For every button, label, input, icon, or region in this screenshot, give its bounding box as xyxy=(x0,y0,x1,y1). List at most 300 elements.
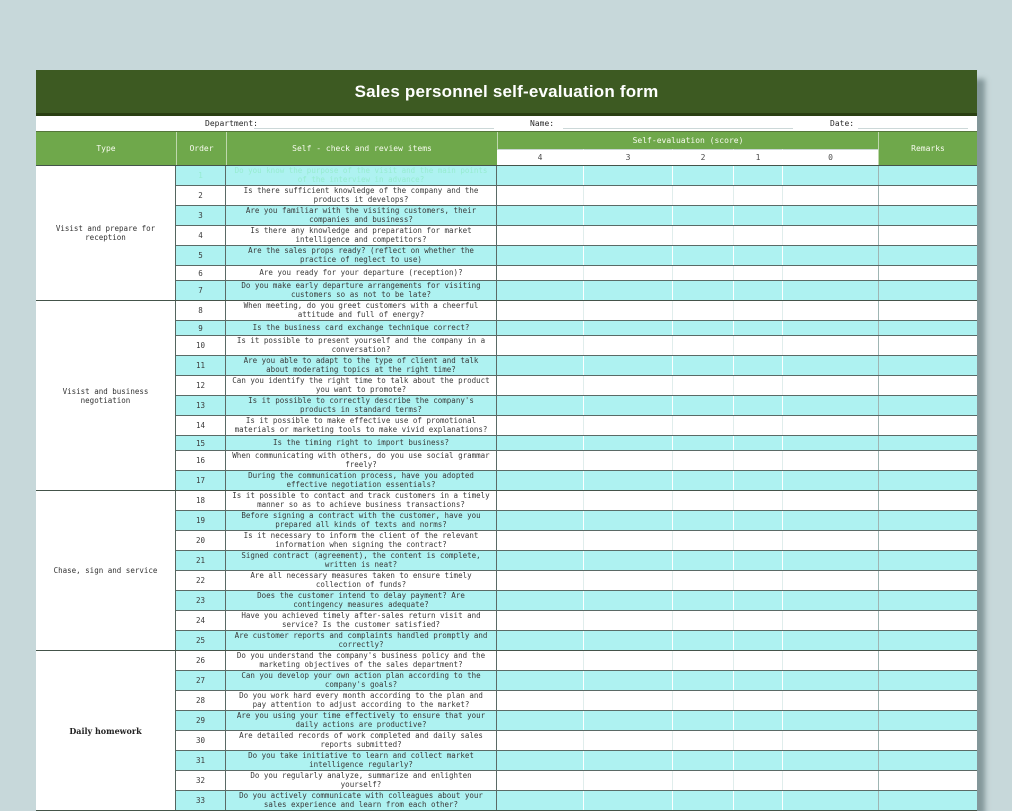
score-cell-4[interactable] xyxy=(497,611,583,630)
score-cell-4[interactable] xyxy=(497,356,583,375)
score-cell-2[interactable] xyxy=(672,751,733,770)
item-text-cell: Are you able to adapt to the type of client and talk about moderating topics at the right time? xyxy=(226,356,497,375)
score-cell-2[interactable] xyxy=(672,531,733,550)
table-row xyxy=(176,790,977,810)
department-input-line[interactable] xyxy=(254,127,494,129)
score-cell-2[interactable] xyxy=(672,416,733,435)
score-cell-4[interactable] xyxy=(497,471,583,490)
score-cell-4[interactable] xyxy=(497,671,583,690)
score-cell-2[interactable] xyxy=(672,166,733,185)
table-row xyxy=(176,750,977,770)
table-header xyxy=(36,131,977,166)
score-cell-4[interactable] xyxy=(497,491,583,510)
score-cell-3[interactable] xyxy=(583,226,672,245)
table-row xyxy=(176,730,977,750)
remarks-cell[interactable] xyxy=(878,731,977,750)
item-text-cell: Are customer reports and complaints handled promptly and correctly? xyxy=(226,631,497,650)
score-cell-3[interactable] xyxy=(583,186,672,205)
item-text-cell: Do you work hard every month according to the plan and pay attention to adjust according to the market? xyxy=(226,691,497,710)
row-group xyxy=(36,490,977,650)
score-cell-4[interactable] xyxy=(497,731,583,750)
score-cell-4[interactable] xyxy=(497,631,583,650)
score-cell-3[interactable] xyxy=(583,321,672,335)
score-cell-1[interactable] xyxy=(733,266,782,280)
score-cell-1[interactable] xyxy=(733,246,782,265)
score-cell-0[interactable] xyxy=(782,531,878,550)
score-cell-3[interactable] xyxy=(583,281,672,300)
score-cell-2[interactable] xyxy=(672,436,733,450)
score-cell-0[interactable] xyxy=(782,166,878,185)
score-cell-4[interactable] xyxy=(497,551,583,570)
score-cell-1[interactable] xyxy=(733,301,782,320)
score-cell-2[interactable] xyxy=(672,571,733,590)
score-cell-3[interactable] xyxy=(583,711,672,730)
remarks-cell[interactable] xyxy=(878,691,977,710)
score-cell-3[interactable] xyxy=(583,206,672,225)
table-row xyxy=(176,245,977,265)
remarks-cell[interactable] xyxy=(878,571,977,590)
score-cell-1[interactable] xyxy=(733,511,782,530)
score-cell-4[interactable] xyxy=(497,771,583,790)
score-cell-0[interactable] xyxy=(782,416,878,435)
order-cell: 1 xyxy=(176,166,226,185)
remarks-cell[interactable] xyxy=(878,356,977,375)
score-cell-2[interactable] xyxy=(672,511,733,530)
remarks-cell[interactable] xyxy=(878,511,977,530)
score-cell-4[interactable] xyxy=(497,451,583,470)
item-text-cell: Is it possible to present yourself and the company in a conversation? xyxy=(226,336,497,355)
name-input-line[interactable] xyxy=(563,127,793,129)
score-cell-3[interactable] xyxy=(583,751,672,770)
score-cell-1[interactable] xyxy=(733,691,782,710)
order-cell: 29 xyxy=(176,711,226,730)
score-cell-3[interactable] xyxy=(583,631,672,650)
score-cell-1[interactable] xyxy=(733,416,782,435)
item-text-cell: During the communication process, have you adopted effective negotiation essentials? xyxy=(226,471,497,490)
score-cell-4[interactable] xyxy=(497,571,583,590)
remarks-cell[interactable] xyxy=(878,301,977,320)
score-cell-1[interactable] xyxy=(733,631,782,650)
score-cell-1[interactable] xyxy=(733,336,782,355)
table-row xyxy=(176,530,977,550)
remarks-cell[interactable] xyxy=(878,451,977,470)
score-cell-0[interactable] xyxy=(782,631,878,650)
score-cell-3[interactable] xyxy=(583,531,672,550)
score-cell-0[interactable] xyxy=(782,491,878,510)
score-cell-0[interactable] xyxy=(782,611,878,630)
header-score-4: 4 xyxy=(497,149,583,165)
score-cell-4[interactable] xyxy=(497,336,583,355)
score-cell-4[interactable] xyxy=(497,531,583,550)
score-cell-3[interactable] xyxy=(583,611,672,630)
score-cell-1[interactable] xyxy=(733,611,782,630)
score-cell-2[interactable] xyxy=(672,591,733,610)
item-text-cell: Do you actively communicate with colleagues about your sales experience and learn from each other? xyxy=(226,791,497,810)
score-cell-2[interactable] xyxy=(672,691,733,710)
item-text-cell: Are you using your time effectively to ensure that your daily actions are productive? xyxy=(226,711,497,730)
score-cell-2[interactable] xyxy=(672,206,733,225)
score-cell-3[interactable] xyxy=(583,571,672,590)
remarks-cell[interactable] xyxy=(878,226,977,245)
score-cell-3[interactable] xyxy=(583,301,672,320)
score-cell-3[interactable] xyxy=(583,436,672,450)
item-text-cell: Before signing a contract with the customer, have you prepared all kinds of texts and norms? xyxy=(226,511,497,530)
score-cell-3[interactable] xyxy=(583,336,672,355)
score-cell-0[interactable] xyxy=(782,451,878,470)
score-cell-2[interactable] xyxy=(672,791,733,810)
score-cell-1[interactable] xyxy=(733,281,782,300)
item-text-cell: Is there sufficient knowledge of the company and the products it develops? xyxy=(226,186,497,205)
remarks-cell[interactable] xyxy=(878,791,977,810)
order-cell: 17 xyxy=(176,471,226,490)
remarks-cell[interactable] xyxy=(878,186,977,205)
item-text-cell: Have you achieved timely after-sales return visit and service? Is the customer satisfied? xyxy=(226,611,497,630)
score-cell-3[interactable] xyxy=(583,551,672,570)
table-row xyxy=(176,265,977,280)
remarks-cell[interactable] xyxy=(878,651,977,670)
evaluation-form-sheet xyxy=(36,70,977,811)
remarks-cell[interactable] xyxy=(878,531,977,550)
score-cell-0[interactable] xyxy=(782,396,878,415)
score-cell-3[interactable] xyxy=(583,266,672,280)
remarks-cell[interactable] xyxy=(878,771,977,790)
item-text-cell: Are the sales props ready? (reflect on whether the practice of neglect to use) xyxy=(226,246,497,265)
score-cell-2[interactable] xyxy=(672,631,733,650)
table-row xyxy=(176,301,977,320)
score-cell-2[interactable] xyxy=(672,491,733,510)
item-text-cell: Are you familiar with the visiting customers, their companies and business? xyxy=(226,206,497,225)
score-cell-4[interactable] xyxy=(497,206,583,225)
order-cell: 14 xyxy=(176,416,226,435)
score-cell-0[interactable] xyxy=(782,711,878,730)
table-row xyxy=(176,450,977,470)
score-cell-3[interactable] xyxy=(583,396,672,415)
score-cell-3[interactable] xyxy=(583,356,672,375)
score-cell-1[interactable] xyxy=(733,226,782,245)
item-text-cell: Are all necessary measures taken to ensure timely collection of funds? xyxy=(226,571,497,590)
score-cell-4[interactable] xyxy=(497,186,583,205)
order-cell: 25 xyxy=(176,631,226,650)
score-cell-1[interactable] xyxy=(733,591,782,610)
order-cell: 10 xyxy=(176,336,226,355)
score-cell-0[interactable] xyxy=(782,281,878,300)
score-cell-3[interactable] xyxy=(583,691,672,710)
score-cell-2[interactable] xyxy=(672,396,733,415)
table-row xyxy=(176,335,977,355)
score-cell-2[interactable] xyxy=(672,671,733,690)
score-cell-1[interactable] xyxy=(733,491,782,510)
score-cell-3[interactable] xyxy=(583,731,672,750)
date-input-line[interactable] xyxy=(858,127,968,129)
score-cell-2[interactable] xyxy=(672,711,733,730)
table-row xyxy=(176,320,977,335)
score-cell-2[interactable] xyxy=(672,321,733,335)
score-cell-1[interactable] xyxy=(733,451,782,470)
score-cell-4[interactable] xyxy=(497,396,583,415)
score-cell-2[interactable] xyxy=(672,226,733,245)
remarks-cell[interactable] xyxy=(878,246,977,265)
row-group xyxy=(36,650,977,810)
score-cell-4[interactable] xyxy=(497,691,583,710)
score-cell-0[interactable] xyxy=(782,356,878,375)
score-cell-0[interactable] xyxy=(782,551,878,570)
order-cell: 23 xyxy=(176,591,226,610)
remarks-cell[interactable] xyxy=(878,491,977,510)
score-cell-1[interactable] xyxy=(733,321,782,335)
remarks-cell[interactable] xyxy=(878,396,977,415)
header-score-0: 0 xyxy=(782,149,878,165)
score-cell-4[interactable] xyxy=(497,651,583,670)
header-score-3: 3 xyxy=(583,149,672,165)
remarks-cell[interactable] xyxy=(878,671,977,690)
score-cell-4[interactable] xyxy=(497,226,583,245)
item-text-cell: Can you identify the right time to talk about the product you want to promote? xyxy=(226,376,497,395)
order-cell: 22 xyxy=(176,571,226,590)
score-cell-2[interactable] xyxy=(672,651,733,670)
score-cell-2[interactable] xyxy=(672,611,733,630)
table-row xyxy=(176,630,977,650)
score-cell-4[interactable] xyxy=(497,321,583,335)
order-cell: 5 xyxy=(176,246,226,265)
item-text-cell: When communicating with others, do you use social grammar freely? xyxy=(226,451,497,470)
table-row xyxy=(176,355,977,375)
score-cell-3[interactable] xyxy=(583,451,672,470)
score-cell-0[interactable] xyxy=(782,336,878,355)
order-cell: 7 xyxy=(176,281,226,300)
item-text-cell: Is it possible to correctly describe the company's products in standard terms? xyxy=(226,396,497,415)
item-text-cell: Is it possible to contact and track customers in a timely manner so as to achieve business transactions? xyxy=(226,491,497,510)
score-cell-1[interactable] xyxy=(733,671,782,690)
score-cell-4[interactable] xyxy=(497,166,583,185)
remarks-cell[interactable] xyxy=(878,436,977,450)
order-cell: 16 xyxy=(176,451,226,470)
score-cell-0[interactable] xyxy=(782,186,878,205)
order-cell: 3 xyxy=(176,206,226,225)
score-cell-1[interactable] xyxy=(733,376,782,395)
table-row xyxy=(176,205,977,225)
remarks-cell[interactable] xyxy=(878,611,977,630)
score-cell-2[interactable] xyxy=(672,376,733,395)
header-type: Type xyxy=(96,144,116,153)
score-cell-3[interactable] xyxy=(583,591,672,610)
score-cell-1[interactable] xyxy=(733,471,782,490)
item-text-cell: Do you take initiative to learn and collect market intelligence regularly? xyxy=(226,751,497,770)
item-text-cell: Does the customer intend to delay payment? Are contingency measures adequate? xyxy=(226,591,497,610)
remarks-cell[interactable] xyxy=(878,166,977,185)
score-cell-0[interactable] xyxy=(782,671,878,690)
order-cell: 31 xyxy=(176,751,226,770)
score-cell-4[interactable] xyxy=(497,436,583,450)
remarks-cell[interactable] xyxy=(878,266,977,280)
remarks-cell[interactable] xyxy=(878,551,977,570)
order-cell: 11 xyxy=(176,356,226,375)
score-cell-2[interactable] xyxy=(672,471,733,490)
score-cell-0[interactable] xyxy=(782,301,878,320)
score-cell-2[interactable] xyxy=(672,451,733,470)
header-items: Self - check and review items xyxy=(226,132,497,165)
score-cell-1[interactable] xyxy=(733,651,782,670)
score-cell-4[interactable] xyxy=(497,711,583,730)
score-cell-4[interactable] xyxy=(497,376,583,395)
score-cell-1[interactable] xyxy=(733,396,782,415)
score-cell-0[interactable] xyxy=(782,651,878,670)
score-cell-4[interactable] xyxy=(497,301,583,320)
score-cell-4[interactable] xyxy=(497,266,583,280)
score-cell-3[interactable] xyxy=(583,416,672,435)
score-cell-3[interactable] xyxy=(583,166,672,185)
remarks-cell[interactable] xyxy=(878,591,977,610)
order-cell: 28 xyxy=(176,691,226,710)
score-cell-2[interactable] xyxy=(672,356,733,375)
score-cell-3[interactable] xyxy=(583,651,672,670)
item-text-cell: Can you develop your own action plan according to the company's goals? xyxy=(226,671,497,690)
header-remarks: Remarks xyxy=(878,132,977,165)
table-row xyxy=(176,651,977,670)
order-cell: 27 xyxy=(176,671,226,690)
score-cell-2[interactable] xyxy=(672,186,733,205)
item-text-cell: Are you ready for your departure (reception)? xyxy=(226,266,497,280)
order-cell: 15 xyxy=(176,436,226,450)
remarks-cell[interactable] xyxy=(878,281,977,300)
remarks-cell[interactable] xyxy=(878,206,977,225)
score-cell-0[interactable] xyxy=(782,436,878,450)
table-row xyxy=(176,550,977,570)
header-score-group: Self-evaluation (score) xyxy=(497,132,878,149)
score-cell-0[interactable] xyxy=(782,691,878,710)
score-cell-2[interactable] xyxy=(672,731,733,750)
score-cell-0[interactable] xyxy=(782,771,878,790)
score-cell-1[interactable] xyxy=(733,751,782,770)
score-cell-0[interactable] xyxy=(782,206,878,225)
score-cell-1[interactable] xyxy=(733,531,782,550)
order-cell: 24 xyxy=(176,611,226,630)
score-cell-1[interactable] xyxy=(733,186,782,205)
score-cell-2[interactable] xyxy=(672,771,733,790)
score-cell-4[interactable] xyxy=(497,511,583,530)
score-cell-4[interactable] xyxy=(497,281,583,300)
remarks-cell[interactable] xyxy=(878,336,977,355)
date-label: Date: xyxy=(830,119,855,128)
item-text-cell: Do you regularly analyze, summarize and enlighten yourself? xyxy=(226,771,497,790)
remarks-cell[interactable] xyxy=(878,711,977,730)
score-cell-0[interactable] xyxy=(782,751,878,770)
score-cell-4[interactable] xyxy=(497,751,583,770)
item-text-cell: When meeting, do you greet customers with a cheerful attitude and full of energy? xyxy=(226,301,497,320)
score-cell-4[interactable] xyxy=(497,591,583,610)
order-cell: 8 xyxy=(176,301,226,320)
score-cell-3[interactable] xyxy=(583,791,672,810)
score-cell-0[interactable] xyxy=(782,321,878,335)
score-cell-1[interactable] xyxy=(733,711,782,730)
score-cell-3[interactable] xyxy=(583,376,672,395)
score-cell-4[interactable] xyxy=(497,416,583,435)
order-cell: 4 xyxy=(176,226,226,245)
score-cell-1[interactable] xyxy=(733,206,782,225)
header-score-1: 1 xyxy=(733,149,782,165)
name-label: Name: xyxy=(530,119,555,128)
item-text-cell: Signed contract (agreement), the content is complete, written is neat? xyxy=(226,551,497,570)
score-cell-1[interactable] xyxy=(733,551,782,570)
score-cell-3[interactable] xyxy=(583,671,672,690)
score-cell-1[interactable] xyxy=(733,166,782,185)
score-cell-0[interactable] xyxy=(782,591,878,610)
score-cell-3[interactable] xyxy=(583,491,672,510)
remarks-cell[interactable] xyxy=(878,471,977,490)
item-text-cell: Is it necessary to inform the client of the relevant information when signing the contract? xyxy=(226,531,497,550)
score-cell-1[interactable] xyxy=(733,791,782,810)
header-score-2: 2 xyxy=(672,149,733,165)
score-cell-3[interactable] xyxy=(583,246,672,265)
order-cell: 2 xyxy=(176,186,226,205)
table-row xyxy=(176,225,977,245)
score-cell-0[interactable] xyxy=(782,791,878,810)
score-cell-2[interactable] xyxy=(672,336,733,355)
group-type-label: Chase, sign and service xyxy=(36,491,176,650)
table-body xyxy=(36,166,977,810)
score-cell-1[interactable] xyxy=(733,356,782,375)
remarks-cell[interactable] xyxy=(878,321,977,335)
score-cell-2[interactable] xyxy=(672,266,733,280)
table-row xyxy=(176,510,977,530)
score-cell-0[interactable] xyxy=(782,571,878,590)
score-cell-0[interactable] xyxy=(782,226,878,245)
score-cell-0[interactable] xyxy=(782,511,878,530)
score-cell-1[interactable] xyxy=(733,731,782,750)
table-row xyxy=(176,770,977,790)
item-text-cell: Do you make early departure arrangements for visiting customers so as not to be late? xyxy=(226,281,497,300)
score-cell-0[interactable] xyxy=(782,246,878,265)
score-cell-2[interactable] xyxy=(672,281,733,300)
order-cell: 33 xyxy=(176,791,226,810)
remarks-cell[interactable] xyxy=(878,751,977,770)
score-cell-3[interactable] xyxy=(583,471,672,490)
score-cell-4[interactable] xyxy=(497,791,583,810)
score-cell-3[interactable] xyxy=(583,771,672,790)
score-cell-0[interactable] xyxy=(782,376,878,395)
score-cell-2[interactable] xyxy=(672,246,733,265)
score-cell-3[interactable] xyxy=(583,511,672,530)
item-text-cell: Do you understand the company's business policy and the marketing objectives of the sales department? xyxy=(226,651,497,670)
score-cell-1[interactable] xyxy=(733,771,782,790)
table-row xyxy=(176,710,977,730)
department-label: Department: xyxy=(205,119,258,128)
score-cell-0[interactable] xyxy=(782,731,878,750)
score-cell-1[interactable] xyxy=(733,436,782,450)
table-row xyxy=(176,395,977,415)
header-order: Order xyxy=(176,132,226,165)
table-row xyxy=(176,570,977,590)
table-row xyxy=(176,166,977,185)
score-cell-2[interactable] xyxy=(672,551,733,570)
score-cell-0[interactable] xyxy=(782,471,878,490)
item-text-cell: Are detailed records of work completed and daily sales reports submitted? xyxy=(226,731,497,750)
row-group xyxy=(36,300,977,490)
table-row xyxy=(176,610,977,630)
group-type-label: Visist and prepare for reception xyxy=(36,166,176,300)
remarks-cell[interactable] xyxy=(878,376,977,395)
order-cell: 30 xyxy=(176,731,226,750)
remarks-cell[interactable] xyxy=(878,416,977,435)
table-row xyxy=(176,590,977,610)
score-cell-4[interactable] xyxy=(497,246,583,265)
table-row xyxy=(176,415,977,435)
remarks-cell[interactable] xyxy=(878,631,977,650)
item-text-cell: Is there any knowledge and preparation for market intelligence and competitors? xyxy=(226,226,497,245)
score-cell-1[interactable] xyxy=(733,571,782,590)
score-cell-0[interactable] xyxy=(782,266,878,280)
score-cell-2[interactable] xyxy=(672,301,733,320)
item-text-cell: Is it possible to make effective use of promotional materials or marketing tools to make vivid explanations? xyxy=(226,416,497,435)
